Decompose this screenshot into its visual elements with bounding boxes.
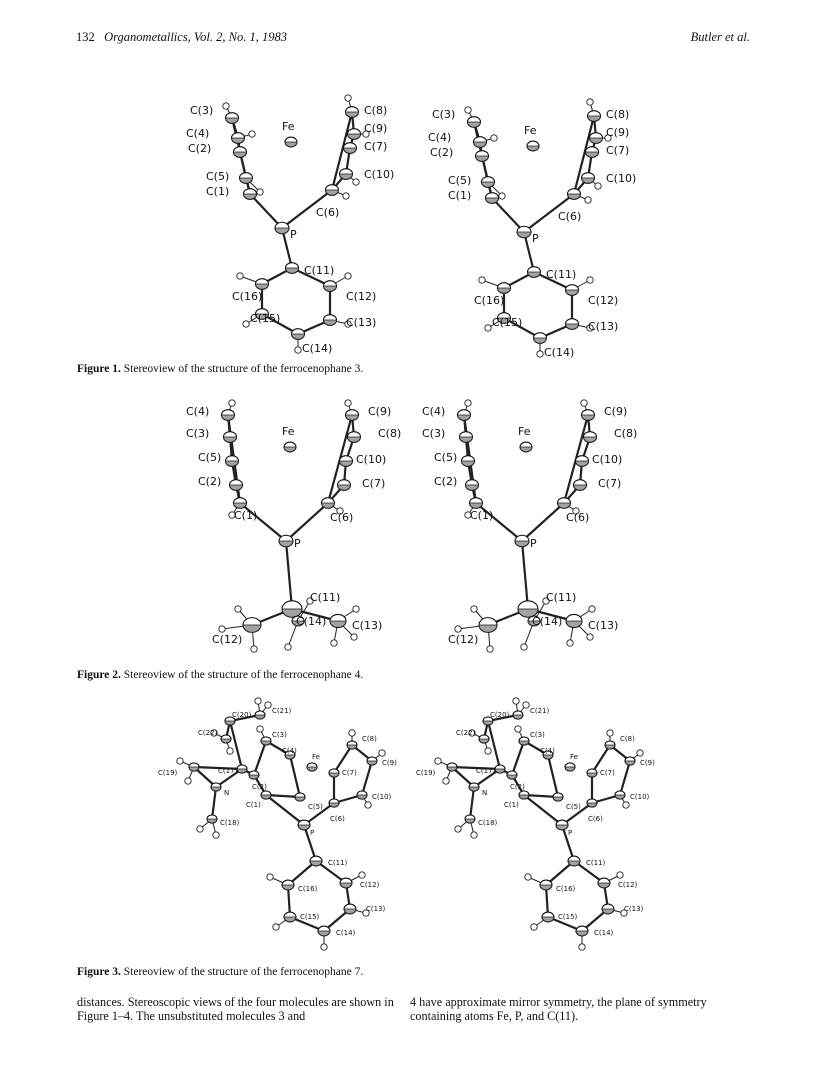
atom-label: C(22) xyxy=(198,729,218,737)
hydrogen-atom xyxy=(251,646,257,652)
figure-1-caption xyxy=(77,363,363,375)
atom-label: C(6) xyxy=(588,815,603,823)
hydrogen-atom xyxy=(219,626,225,632)
bond xyxy=(286,503,328,541)
atom-label: C(3) xyxy=(422,427,446,440)
ellipsoid-shading xyxy=(479,625,497,632)
atom-label: C(5) xyxy=(434,451,458,464)
ellipsoid-shading xyxy=(292,334,305,339)
atom-label: C(10) xyxy=(592,453,623,466)
hydrogen-atom xyxy=(567,640,573,646)
atom-label: C(16) xyxy=(556,885,576,893)
figure-3-caption-label: Figure 3. xyxy=(77,966,121,978)
hydrogen-atom xyxy=(257,726,263,732)
atom-label: C(8) xyxy=(614,427,638,440)
hydrogen-atom xyxy=(465,400,471,406)
hydrogen-atom xyxy=(359,872,365,878)
ellipsoid-shading xyxy=(348,437,361,442)
atom-label: C(13) xyxy=(588,619,619,632)
atom-label: C(21) xyxy=(530,707,550,715)
atom-label: C(7) xyxy=(606,144,630,157)
hydrogen-atom xyxy=(515,726,521,732)
atom-label: N xyxy=(224,789,230,797)
atom-label: C(14) xyxy=(296,615,327,628)
hydrogen-atom xyxy=(255,698,261,704)
atom-label: P xyxy=(568,829,573,837)
atom-label: Fe xyxy=(282,425,295,438)
hydrogen-atom xyxy=(487,646,493,652)
atom-label: C(19) xyxy=(416,769,436,777)
atom-label: C(6) xyxy=(566,511,590,524)
figure-3-caption-text: Stereoview of the structure of the ferrocenophane 7. xyxy=(123,966,364,978)
atom-label: C(14) xyxy=(336,929,356,937)
atom-label: Fe xyxy=(570,753,578,761)
atom-label: C(9) xyxy=(364,122,388,135)
bond xyxy=(290,755,300,797)
ellipsoid-shading xyxy=(234,152,247,157)
bond xyxy=(492,198,524,232)
page-number: 132 xyxy=(76,30,95,44)
atom-label: C(6) xyxy=(330,511,354,524)
atom-label: C(10) xyxy=(356,453,387,466)
atom-label: C(12) xyxy=(618,881,638,889)
figure-1-caption-text: Stereoview of the structure of the ferrocenophane 3. xyxy=(123,363,364,375)
ellipsoid-shading xyxy=(344,148,357,153)
atom-label: C(10) xyxy=(364,168,395,181)
atom-label: C(14) xyxy=(532,615,563,628)
atom-label: C(15) xyxy=(300,913,320,921)
atom-label: C(9) xyxy=(604,405,628,418)
hydrogen-atom xyxy=(587,99,593,105)
atom-label: C(19) xyxy=(158,769,178,777)
hydrogen-atom xyxy=(471,832,477,838)
atom-label: Fe xyxy=(312,753,320,761)
atom-label: C(15) xyxy=(492,316,523,329)
hydrogen-atom xyxy=(521,644,527,650)
ellipsoid-shading xyxy=(528,272,541,277)
ellipsoid-shading xyxy=(566,324,579,329)
figure-2-caption xyxy=(77,669,363,681)
atom-label: C(6) xyxy=(316,206,340,219)
atom-label: C(8) xyxy=(620,735,635,743)
figure-3-view-left xyxy=(416,698,655,950)
hydrogen-atom xyxy=(379,750,385,756)
ellipsoid-shading xyxy=(348,134,361,139)
atom-label: C(16) xyxy=(298,885,318,893)
body-text-left-column: distances. Stereoscopic views of the four molecules are shown in Figure 1–4. The unsubstituted molecules 3 and xyxy=(77,995,394,1023)
hydrogen-atom xyxy=(353,179,359,185)
hydrogen-atom xyxy=(525,874,531,880)
atom-label: P xyxy=(290,228,297,241)
figure-1-caption-label: Figure 1. xyxy=(77,363,121,375)
bond xyxy=(522,541,528,609)
atom-label: C(8) xyxy=(378,427,402,440)
ellipsoid-shading xyxy=(224,437,237,442)
atom-label: C(18) xyxy=(220,819,240,827)
atom-label: C(1) xyxy=(504,801,519,809)
hydrogen-atom xyxy=(465,107,471,113)
hydrogen-atom xyxy=(579,944,585,950)
bond xyxy=(250,194,282,228)
atom-label: N xyxy=(482,789,488,797)
bond xyxy=(522,503,564,541)
atom-label: Fe xyxy=(524,124,537,137)
hydrogen-atom xyxy=(585,197,591,203)
hydrogen-atom xyxy=(589,606,595,612)
atom-label: C(10) xyxy=(372,793,392,801)
hydrogen-atom xyxy=(499,193,505,199)
atom-label: C(11) xyxy=(310,591,341,604)
hydrogen-atom xyxy=(177,758,183,764)
hydrogen-atom xyxy=(213,832,219,838)
atom-label: C(17) xyxy=(476,767,496,775)
atom-label: C(3) xyxy=(186,427,210,440)
ellipsoid-shading xyxy=(498,288,511,293)
hydrogen-atom xyxy=(443,778,449,784)
atom-label: P xyxy=(530,537,537,550)
atom-label: C(3) xyxy=(432,108,456,121)
journal-citation: Organometallics, Vol. 2, No. 1, 1983 xyxy=(104,30,287,44)
hydrogen-atom xyxy=(345,273,351,279)
hydrogen-atom xyxy=(345,95,351,101)
bond xyxy=(212,787,216,819)
figure-2-view-left xyxy=(422,400,637,652)
hydrogen-atom xyxy=(295,347,301,353)
figure-3-caption xyxy=(77,966,363,978)
hydrogen-atom xyxy=(249,131,255,137)
atom-label: C(11) xyxy=(546,268,577,281)
atom-label: C(2) xyxy=(430,146,454,159)
atom-label: C(13) xyxy=(366,905,386,913)
figure-2-caption-text: Stereoview of the structure of the ferrocenophane 4. xyxy=(123,669,364,681)
atom-label: C(1) xyxy=(448,189,472,202)
ellipsoid-shading xyxy=(324,320,337,325)
atom-label: C(8) xyxy=(364,104,388,117)
ellipsoid-shading xyxy=(515,541,529,547)
atom-label: C(1) xyxy=(470,509,494,522)
ellipsoid-shading xyxy=(275,228,289,234)
ellipsoid-shading xyxy=(476,156,489,161)
atom-label: C(9) xyxy=(640,759,655,767)
atom-label: C(1) xyxy=(206,185,230,198)
hydrogen-atom xyxy=(197,826,203,832)
ellipsoid-shading xyxy=(576,461,589,466)
atom-label: C(2) xyxy=(434,475,458,488)
atom-label: C(4) xyxy=(422,405,446,418)
atom-label: C(2) xyxy=(510,783,525,791)
hydrogen-atom xyxy=(531,924,537,930)
atom-label: Fe xyxy=(518,425,531,438)
atom-label: C(2) xyxy=(188,142,212,155)
bond xyxy=(488,721,500,769)
atom-label: C(6) xyxy=(558,210,582,223)
hydrogen-atom xyxy=(435,758,441,764)
ellipsoid-shading xyxy=(286,268,299,273)
atom-label: C(2) xyxy=(198,475,222,488)
ellipsoid-shading xyxy=(517,232,531,238)
figure-3-view-left xyxy=(158,698,397,950)
hydrogen-atom xyxy=(455,626,461,632)
atom-label: C(3) xyxy=(530,731,545,739)
ellipsoid-shading xyxy=(566,290,579,295)
bond xyxy=(548,755,558,797)
ellipsoid-shading xyxy=(226,461,239,466)
ellipsoid-shading xyxy=(340,461,353,466)
hydrogen-atom xyxy=(237,273,243,279)
atom-label: C(7) xyxy=(598,477,622,490)
figure-2-view-left xyxy=(186,400,401,652)
hydrogen-atom xyxy=(581,400,587,406)
bond xyxy=(286,541,292,609)
atom-label: C(18) xyxy=(478,819,498,827)
ellipsoid-shading xyxy=(590,138,603,143)
atom-label: C(14) xyxy=(544,346,575,359)
atom-label: C(4) xyxy=(282,747,297,755)
atom-label: C(4) xyxy=(186,405,210,418)
atom-label: C(15) xyxy=(558,913,578,921)
ellipsoid-shading xyxy=(584,437,597,442)
atom-label: C(22) xyxy=(456,729,476,737)
ellipsoid-shading xyxy=(460,437,473,442)
hydrogen-atom xyxy=(349,730,355,736)
atom-label: C(11) xyxy=(304,264,335,277)
atom-label: C(13) xyxy=(624,905,644,913)
hydrogen-atom xyxy=(455,826,461,832)
atom-label: C(10) xyxy=(630,793,650,801)
hydrogen-atom xyxy=(343,193,349,199)
hydrogen-atom xyxy=(345,400,351,406)
atom-label: C(12) xyxy=(346,290,377,303)
hydrogen-atom xyxy=(273,924,279,930)
hydrogen-atom xyxy=(223,103,229,109)
atom-label: C(7) xyxy=(600,769,615,777)
hydrogen-atom xyxy=(227,748,233,754)
ellipsoid-shading xyxy=(586,152,599,157)
hydrogen-atom xyxy=(479,277,485,283)
atom-label: C(6) xyxy=(330,815,345,823)
atom-label: C(3) xyxy=(272,731,287,739)
hydrogen-atom xyxy=(267,874,273,880)
bond xyxy=(254,741,266,775)
atom-label: C(20) xyxy=(490,711,510,719)
hydrogen-atom xyxy=(491,135,497,141)
running-header-left xyxy=(76,30,287,45)
hydrogen-atom xyxy=(537,351,543,357)
ellipsoid-shading xyxy=(462,461,475,466)
atom-label: C(10) xyxy=(606,172,637,185)
figure-1-view-left xyxy=(428,99,636,359)
figure-1 xyxy=(0,60,820,370)
atom-label: C(2) xyxy=(252,783,267,791)
hydrogen-atom xyxy=(607,730,613,736)
atom-label: C(7) xyxy=(362,477,386,490)
figure-1-stereo-pair xyxy=(0,60,820,360)
hydrogen-atom xyxy=(285,644,291,650)
atom-label: C(12) xyxy=(448,633,479,646)
figure-1-view-left xyxy=(186,95,394,355)
figure-2-caption-label: Figure 2. xyxy=(77,669,121,681)
hydrogen-atom xyxy=(331,640,337,646)
hydrogen-atom xyxy=(185,778,191,784)
atom-label: C(5) xyxy=(308,803,323,811)
atom-label: C(4) xyxy=(428,131,452,144)
atom-label: C(9) xyxy=(382,759,397,767)
atom-label: C(13) xyxy=(588,320,619,333)
bond xyxy=(230,721,242,769)
atom-label: C(16) xyxy=(474,294,505,307)
hydrogen-atom xyxy=(471,606,477,612)
ellipsoid-shading xyxy=(243,625,261,632)
atom-label: C(17) xyxy=(218,767,238,775)
atom-label: C(1) xyxy=(246,801,261,809)
ellipsoid-shading xyxy=(346,415,359,420)
figure-2 xyxy=(0,385,820,675)
bond xyxy=(512,741,524,775)
atom-label: C(12) xyxy=(212,633,243,646)
ellipsoid-shading xyxy=(534,338,547,343)
atom-label: C(5) xyxy=(198,451,222,464)
hydrogen-atom xyxy=(243,321,249,327)
running-header-authors: Butler et al. xyxy=(690,30,750,44)
atom-label: C(13) xyxy=(352,619,383,632)
hydrogen-atom xyxy=(365,802,371,808)
atom-label: C(5) xyxy=(566,803,581,811)
ellipsoid-shading xyxy=(346,112,359,117)
atom-label: Fe xyxy=(282,120,295,133)
ellipsoid-shading xyxy=(279,541,293,547)
body-text-right-column: 4 have approximate mirror symmetry, the plane of symmetry containing atoms Fe, P, and C(11). xyxy=(410,995,707,1023)
ellipsoid-shading xyxy=(588,116,601,121)
bond xyxy=(362,761,372,795)
bond xyxy=(470,787,474,819)
hydrogen-atom xyxy=(587,277,593,283)
atom-label: C(4) xyxy=(540,747,555,755)
hydrogen-atom xyxy=(229,400,235,406)
hydrogen-atom xyxy=(265,702,271,708)
figure-2-stereo-pair xyxy=(0,385,820,675)
atom-label: C(5) xyxy=(206,170,230,183)
hydrogen-atom xyxy=(587,634,593,640)
hydrogen-atom xyxy=(257,189,263,195)
atom-label: C(8) xyxy=(606,108,630,121)
ellipsoid-shading xyxy=(468,122,481,127)
atom-label: C(8) xyxy=(362,735,377,743)
atom-label: C(11) xyxy=(586,859,606,867)
figure-3 xyxy=(0,695,820,965)
hydrogen-atom xyxy=(523,702,529,708)
atom-label: C(12) xyxy=(360,881,380,889)
atom-label: C(1) xyxy=(234,509,258,522)
figure-3-stereo-pair xyxy=(0,695,820,965)
hydrogen-atom xyxy=(485,748,491,754)
ellipsoid-shading xyxy=(226,118,239,123)
atom-label: C(13) xyxy=(346,316,377,329)
atom-label: P xyxy=(294,537,301,550)
atom-label: C(16) xyxy=(232,290,263,303)
ellipsoid-shading xyxy=(222,415,235,420)
atom-label: C(7) xyxy=(364,140,388,153)
ellipsoid-shading xyxy=(232,138,245,143)
atom-label: C(14) xyxy=(594,929,614,937)
hydrogen-atom xyxy=(353,606,359,612)
bond xyxy=(620,761,630,795)
atom-label: C(20) xyxy=(232,711,252,719)
ellipsoid-shading xyxy=(466,485,479,490)
atom-label: C(21) xyxy=(272,707,292,715)
atom-label: C(14) xyxy=(302,342,333,355)
atom-label: C(7) xyxy=(342,769,357,777)
ellipsoid-shading xyxy=(474,142,487,147)
hydrogen-atom xyxy=(623,802,629,808)
atom-label: C(11) xyxy=(546,591,577,604)
hydrogen-atom xyxy=(617,872,623,878)
atom-label: C(9) xyxy=(368,405,392,418)
ellipsoid-shading xyxy=(324,286,337,291)
ellipsoid-shading xyxy=(230,485,243,490)
hydrogen-atom xyxy=(485,325,491,331)
hydrogen-atom xyxy=(235,606,241,612)
atom-label: C(5) xyxy=(448,174,472,187)
atom-label: C(9) xyxy=(606,126,630,139)
ellipsoid-shading xyxy=(458,415,471,420)
atom-label: P xyxy=(310,829,315,837)
atom-label: C(4) xyxy=(186,127,210,140)
hydrogen-atom xyxy=(637,750,643,756)
atom-label: C(15) xyxy=(250,312,281,325)
hydrogen-atom xyxy=(351,634,357,640)
hydrogen-atom xyxy=(513,698,519,704)
ellipsoid-shading xyxy=(582,415,595,420)
hydrogen-atom xyxy=(595,183,601,189)
ellipsoid-shading xyxy=(256,284,269,289)
atom-label: P xyxy=(532,232,539,245)
atom-label: C(11) xyxy=(328,859,348,867)
atom-label: C(3) xyxy=(190,104,214,117)
hydrogen-atom xyxy=(321,944,327,950)
atom-label: C(12) xyxy=(588,294,619,307)
